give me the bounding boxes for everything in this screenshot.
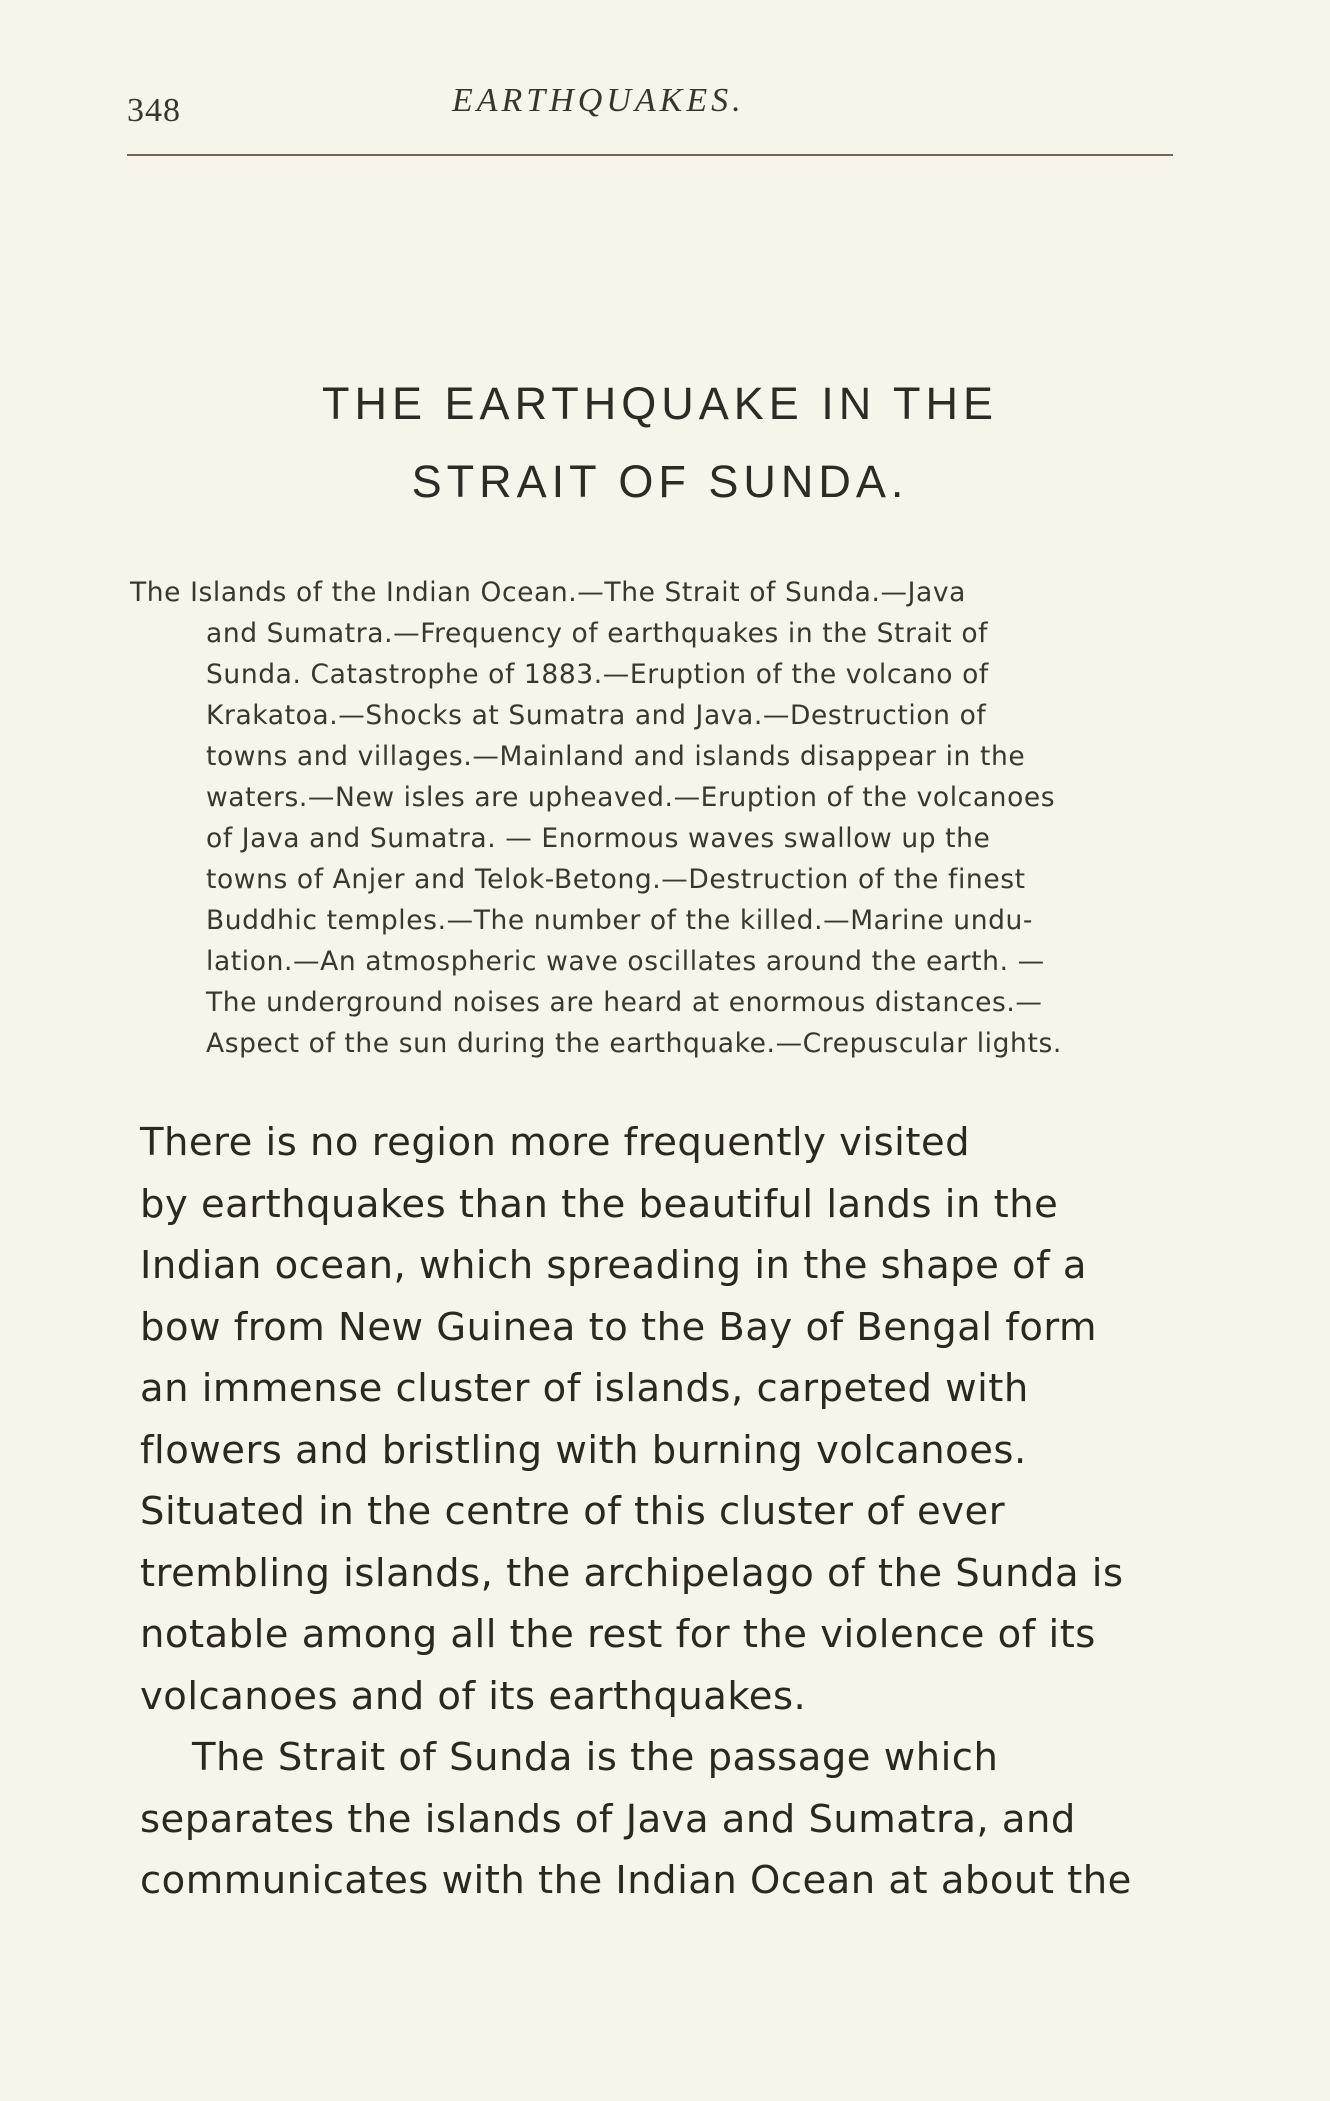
body-line: bow from New Guinea to the Bay of Bengal form [140,1304,1098,1350]
page-number: 348 [127,92,181,129]
body-line: Situated in the centre of this cluster of ever [140,1489,1006,1534]
body-line: separates the islands of Java and Sumatra, and [140,1796,1076,1842]
synopsis-line: Sunda. Catastrophe of 1883.—Eruption of the volcano of [206,659,989,690]
body-text [140,1112,1180,1912]
synopsis-line: towns of Anjer and Telok-Betong.—Destruction of the finest [206,864,1026,895]
chapter-title-line-2: STRAIT OF SUNDA. [411,456,909,507]
body-line: by earthquakes than the beautiful lands in the [140,1181,1059,1227]
header-rule [127,154,1173,156]
body-line: notable among all the rest for the violence of its [140,1612,1096,1657]
synopsis-line: Buddhic temples.—The number of the killed.—Marine undu- [206,905,1034,936]
body-line: communicates with the Indian Ocean at about the [140,1858,1132,1903]
synopsis-line: The underground noises are heard at enormous distances.— [206,987,1043,1018]
chapter-title-line-1: THE EARTHQUAKE IN THE [322,378,998,429]
synopsis-line: The Islands of the Indian Ocean.—The Strait of Sunda.—Java [130,577,966,608]
body-line: trembling islands, the archipelago of the Sunda is [140,1550,1124,1596]
body-line: volcanoes and of its earthquakes. [140,1673,807,1719]
body-line: The Strait of Sunda is the passage which [192,1735,999,1780]
synopsis-line: Krakatoa.—Shocks at Sumatra and Java.—Destruction of [206,700,987,731]
chapter-title [160,365,1160,521]
synopsis-line: and Sumatra.—Frequency of earthquakes in the Strait of [206,618,989,649]
running-head: EARTHQUAKES. [452,82,745,119]
body-line: an immense cluster of islands, carpeted with [140,1366,1029,1411]
body-line-first: There is no region more frequently visited [140,1120,971,1165]
synopsis-line: Aspect of the sun during the earthquake.—Crepuscular lights. [206,1028,1062,1059]
chapter-synopsis [130,572,1178,1064]
synopsis-line: of Java and Sumatra. — Enormous waves swallow up the [206,823,991,854]
body-line: Indian ocean, which spreading in the shape of a [140,1243,1087,1288]
synopsis-line: lation.—An atmospheric wave oscillates around the earth. — [206,946,1045,977]
synopsis-line: waters.—New isles are upheaved.—Eruption of the volcanoes [206,782,1056,813]
synopsis-line: towns and villages.—Mainland and islands disappear in the [206,741,1026,772]
body-line: flowers and bristling with burning volcanoes. [140,1427,1027,1473]
